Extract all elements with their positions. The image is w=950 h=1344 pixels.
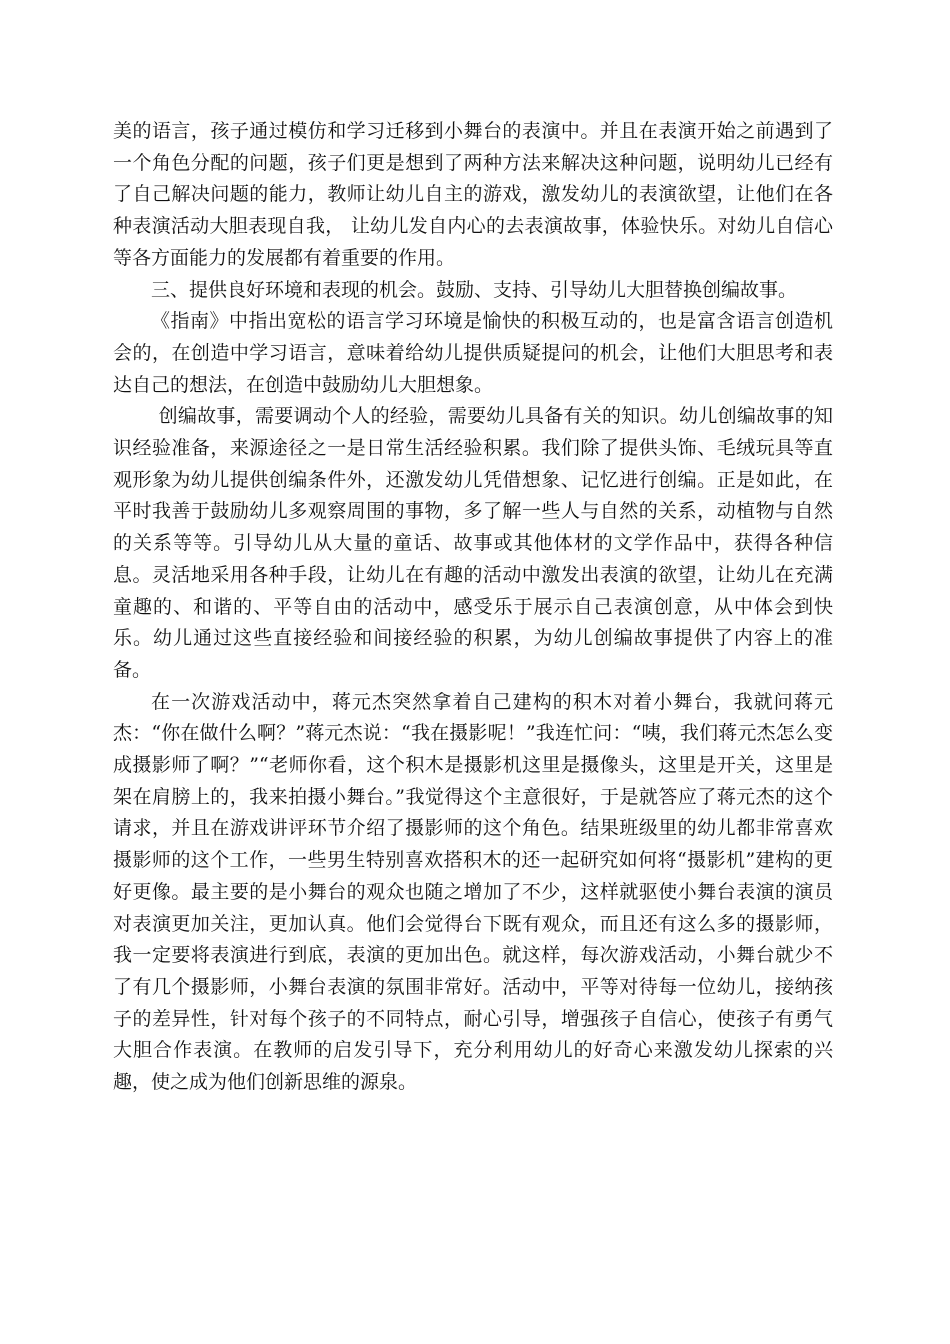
- section-heading-three: 三、提供良好环境和表现的机会。鼓励、支持、引导幼儿大胆替换创编故事。: [151, 278, 798, 301]
- paragraph-photographer-example: 在一次游戏活动中，蒋元杰突然拿着自己建构的积木对着小舞台，我就问蒋元杰：“你在做什么啊？”蒋元杰说：“我在摄影呢！”我连忙问：“咦，我们蒋元杰怎么变成摄影师了啊？”“老师你看，这个积木是摄影机这里是摄像头，这里是开关，这里是架在肩膀上的，我来拍摄小舞台。”我觉得这个主意很好，于是就答应了蒋元杰的这个请求，并且在游戏讲评环节介绍了摄影师的这个角色。结果班级里的幼儿都非常喜欢摄影师的这个工作，一些男生特别喜欢搭积木的还一起研究如何将“摄影机”建构的更好更像。最主要的是小舞台的观众也随之增加了不少，这样就驱使小舞台表演的演员对表演更加关注，更加认真。他们会觉得台下既有观众，而且还有这么多的摄影师，我一定要将表演进行到底，表演的更加出色。就这样，每次游戏活动，小舞台就少不了有几个摄影师，小舞台表演的氛围非常好。活动中，平等对待每一位幼儿，接纳孩子的差异性，针对每个孩子的不同特点，耐心引导，增强孩子自信心，使孩子有勇气大胆合作表演。在教师的启发引导下，充分利用幼儿的好奇心来激发幼儿探索的兴趣，使之成为他们创新思维的源泉。: [113, 690, 833, 1094]
- paragraph-guide: 《指南》中指出宽松的语言学习环境是愉快的积极互动的，也是富含语言创造机会的，在创造中学习语言，意味着给幼儿提供质疑提问的机会，让他们大胆思考和表达自己的想法，在创造中鼓励幼儿大胆想象。: [113, 310, 833, 396]
- paragraph-story-creation: 创编故事，需要调动个人的经验，需要幼儿具备有关的知识。幼儿创编故事的知识经验准备，来源途径之一是日常生活经验积累。我们除了提供头饰、毛绒玩具等直观形象为幼儿提供创编条件外，还激发幼儿凭借想象、记忆进行创编。正是如此，在平时我善于鼓励幼儿多观察周围的事物，多了解一些人与自然的关系，动植物与自然的关系等等。引导幼儿从大量的童话、故事或其他体材的文学作品中，获得各种信息。灵活地采用各种手段，让幼儿在有趣的活动中激发出表演的欲望，让幼儿在充满童趣的、和谐的、平等自由的活动中，感受乐于展示自己表演创意，从中体会到快乐。幼儿通过这些直接经验和间接经验的积累，为幼儿创编故事提供了内容上的准备。: [113, 405, 833, 681]
- document-page: [113, 116, 833, 1099]
- paragraph-continuation: 美的语言，孩子通过模仿和学习迁移到小舞台的表演中。并且在表演开始之前遇到了一个角色分配的问题，孩子们更是想到了两种方法来解决这种问题，说明幼儿已经有了自己解决问题的能力，教师让幼儿自主的游戏，激发幼儿的表演欲望，让他们在各种表演活动大胆表现自我， 让幼儿发自内心的去表演故事，体验快乐。对幼儿自信心等各方面能力的发展都有着重要的作用。: [113, 120, 833, 269]
